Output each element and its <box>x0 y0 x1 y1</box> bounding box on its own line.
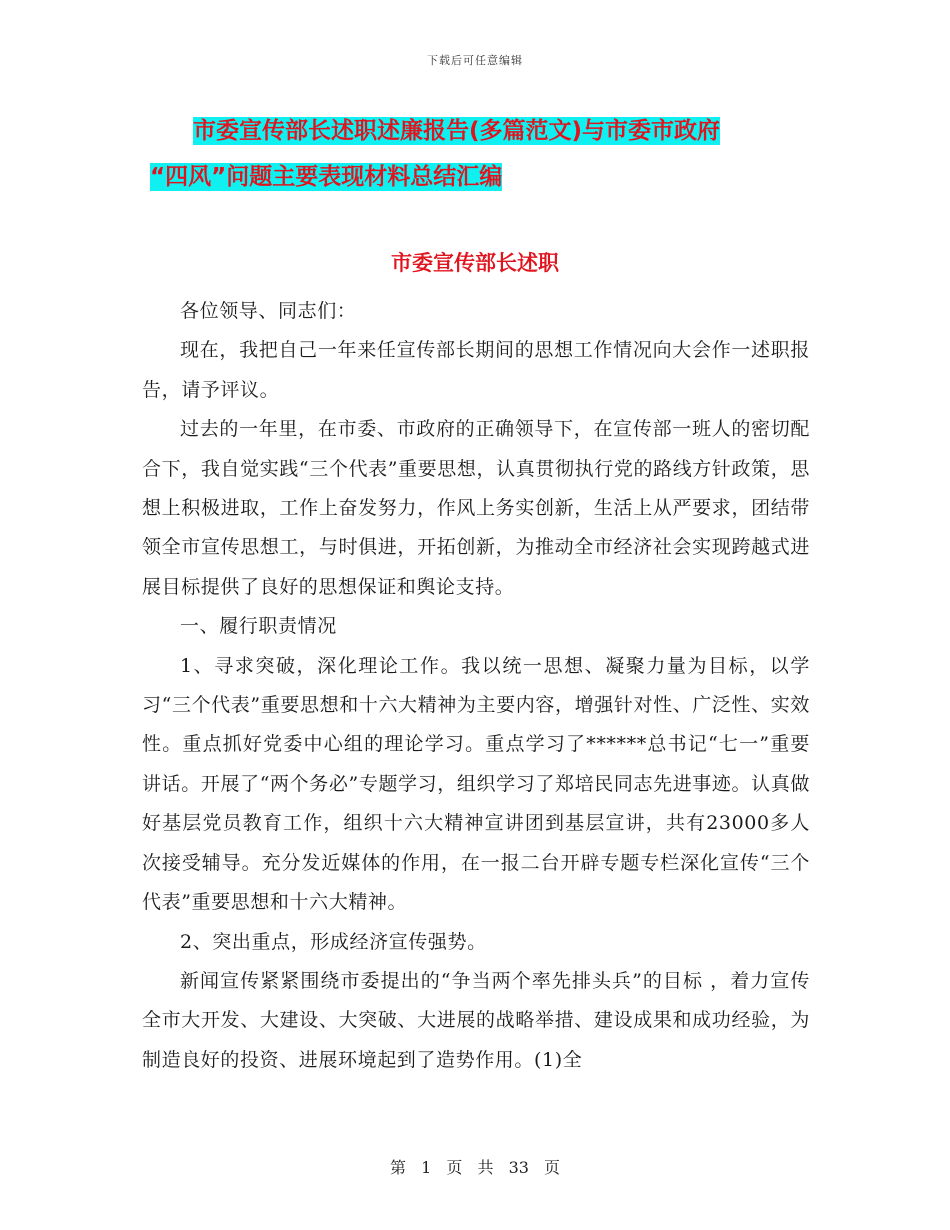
footer-current-page: 1 <box>421 1158 432 1177</box>
title-line-1-text: 市委宣传部长述职述廉报告(多篇范文)与市委市政府 <box>193 118 721 144</box>
paragraph-subheading: 2、突出重点，形成经济宣传强势。 <box>180 930 487 953</box>
paragraph: 1、寻求突破，深化理论工作。我以统一思想、凝聚力量为目标，以学习“三个代表”重要思想和十六大精神为主要内容，增强针对性、广泛性、实效性。重点抓好党委中心组的理论学习。重点学习了******总书记“七一”重要讲话。开展了“两个务必”专题学习，组织学习了郑培民同志先进事迹。认真做好基层党员教育工作，组织十六大精神宣讲团到基层宣讲，共有23000多人次接受辅导。充分发近媒体的作用，在一报二台开辟专题专栏深化宣传“三个代表”重要思想和十六大精神。 <box>142 654 810 914</box>
document-body <box>142 292 810 1080</box>
paragraph-heading: 一、履行职责情况 <box>180 615 337 638</box>
footer-label-unit: 页 <box>446 1158 463 1177</box>
footer-label-total: 共 <box>477 1158 494 1177</box>
footer-label-unit2: 页 <box>544 1158 561 1177</box>
paragraph: 新闻宣传紧紧围绕市委提出的“争当两个率先排头兵”的目标 ，着力宣传全市大开发、大建设、大突破、大进展的战略举措、建设成果和成功经验，为制造良好的投资、进展环境起到了造势作用。(1)全 <box>142 969 810 1071</box>
paragraph: 现在，我把自己一年来任宣传部长期间的思想工作情况向大会作一述职报告，请予评议。 <box>142 339 810 401</box>
section-title: 市委宣传部长述职 <box>391 251 559 275</box>
paragraph-salutation: 各位领导、同志们： <box>180 300 357 322</box>
title-line-2-text: “四风”问题主要表现材料总结汇编 <box>150 164 503 190</box>
page-header-note: 下载后可任意编辑 <box>427 54 523 67</box>
paragraph: 过去的一年里，在市委、市政府的正确领导下，在宣传部一班人的密切配合下，我自觉实践“三个代表”重要思想，认真贯彻执行党的路线方针政策，思想上积极进取，工作上奋发努力，作风上务实创新，生活上从严要求，团结带领全市宣传思想工，与时俱进，开拓创新，为推动全市经济社会实现跨越式进展目标提供了良好的思想保证和舆论支持。 <box>142 418 810 598</box>
footer-total-pages: 33 <box>508 1158 529 1177</box>
title-line-1 <box>150 108 810 154</box>
footer-label-page: 第 <box>389 1158 406 1177</box>
title-line-2 <box>150 154 810 200</box>
document-title <box>150 108 810 200</box>
page-footer <box>0 1155 950 1178</box>
